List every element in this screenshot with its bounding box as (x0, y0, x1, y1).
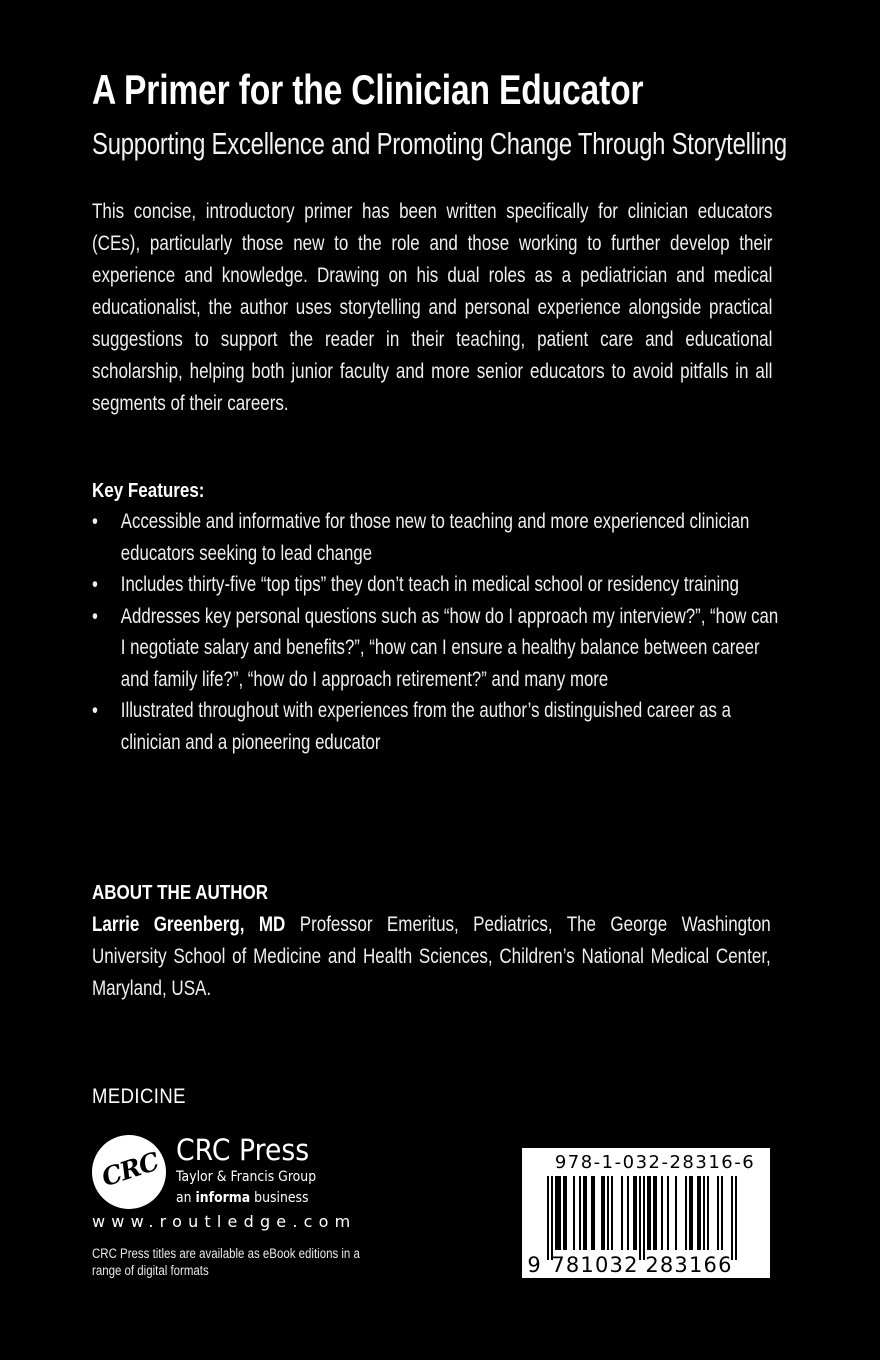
feature-text: Includes thirty-five “top tips” they don’t teach in medical school or residency training (120, 573, 739, 596)
book-title: A Primer for the Clinician Educator (92, 66, 644, 113)
barcode-bars-icon (522, 1148, 770, 1278)
publisher-website-link[interactable]: www.routledge.com (92, 1212, 357, 1231)
about-author-heading: ABOUT THE AUTHOR (92, 882, 268, 904)
bullet-icon: • (92, 604, 98, 628)
publisher-name: CRC Press (176, 1133, 310, 1167)
feature-item (92, 695, 780, 758)
isbn-barcode (522, 1148, 770, 1278)
about-author-text (92, 909, 771, 1005)
subject-category: MEDICINE (92, 1085, 186, 1108)
bullet-icon: • (92, 699, 98, 722)
crc-logo-text: CRC (98, 1146, 162, 1193)
feature-item (92, 506, 780, 569)
key-features-heading: Key Features: (92, 480, 205, 502)
feature-item (92, 569, 780, 601)
author-bio: Professor Emeritus, Pediatrics, The George Washington University School of Medicine and Health Sciences, Children’s National Medical Center, Maryland, USA. (92, 913, 771, 1000)
ebook-availability-note: CRC Press titles are available as eBook editions in a range of digital formats (92, 1246, 360, 1278)
feature-text: Illustrated throughout with experiences from the author’s distinguished career as a clinician and a pioneering educator (120, 699, 731, 754)
svg-text:781032: 781032 (551, 1253, 639, 1277)
svg-text:283166: 283166 (645, 1253, 733, 1277)
svg-text:9: 9 (527, 1253, 541, 1277)
key-features-list (92, 506, 780, 758)
crc-logo-icon (92, 1135, 166, 1209)
informa-wordmark: informa (195, 1190, 251, 1206)
bullet-icon: • (92, 573, 98, 596)
isbn-text: 978-1-032-28316-6 (554, 1152, 756, 1173)
book-subtitle: Supporting Excellence and Promoting Change Through Storytelling (92, 126, 787, 161)
publisher-business-line: an informa business (176, 1190, 309, 1206)
feature-item (92, 601, 780, 696)
book-description: This concise, introductory primer has been written specifically for clinician educators (CEs), particularly those new to the role and those working to further develop their experience and knowledge. Drawing on his dual roles as a pediatrician and medical educationalist, the author uses storytelling and personal experience alongside practical suggestions to support the reader in their teaching, patient care and educational scholarship, helping both junior faculty and more senior educators to avoid pitfalls in all segments of their careers. (92, 200, 773, 415)
bullet-icon: • (92, 510, 98, 533)
publisher-group: Taylor & Francis Group (176, 1169, 317, 1185)
author-name: Larrie Greenberg, MD (92, 913, 286, 936)
feature-text: Accessible and informative for those new to teaching and more experienced clinician educators seeking to lead change (120, 510, 750, 565)
feature-text: Addresses key personal questions such as “how do I approach my interview?”, “how can I negotiate salary and benefits?”, “how can I ensure a healthy balance between career and family life?”, “how do I approach retirement?” and many more (120, 604, 779, 691)
